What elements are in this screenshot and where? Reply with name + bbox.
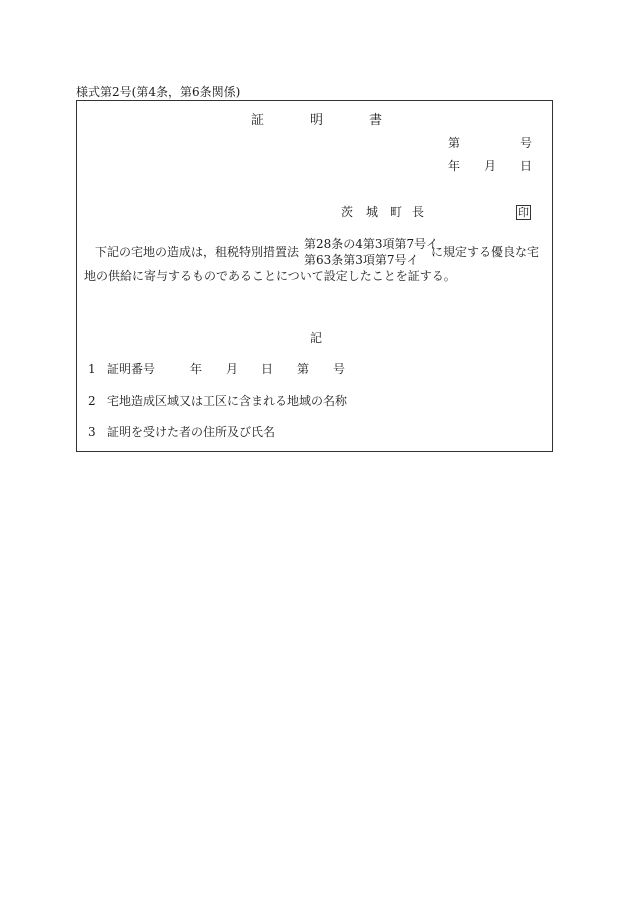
title-char-2: 明 bbox=[310, 113, 324, 128]
body-suffix: に規定する優良な宅 bbox=[431, 245, 540, 259]
issuer-char-4: 長 bbox=[412, 205, 425, 219]
form-number-label: 様式第2号(第4条，第6条関係) bbox=[76, 85, 241, 99]
body-ref-lower: 第63条第3項第7号イ bbox=[304, 253, 419, 267]
item-2-number: 2 bbox=[88, 394, 96, 408]
item-1-month: 月 bbox=[226, 362, 239, 376]
date-year: 年 bbox=[448, 159, 461, 173]
title-char-3: 書 bbox=[369, 113, 383, 128]
seal-mark: 印 bbox=[518, 206, 529, 219]
number-prefix: 第 bbox=[448, 136, 461, 150]
body-line-2: 地の供給に寄与するものであることについて設定したことを証する。 bbox=[84, 269, 456, 283]
item-1-day: 日 bbox=[261, 362, 274, 376]
body-ref-upper: 第28条の4第3項第7号イ bbox=[304, 237, 439, 251]
ki-heading: 記 bbox=[310, 331, 323, 345]
item-1-no-suffix: 号 bbox=[333, 362, 346, 376]
number-suffix: 号 bbox=[520, 136, 533, 150]
item-3-label: 証明を受けた者の住所及び氏名 bbox=[107, 425, 276, 439]
issuer-char-3: 町 bbox=[390, 205, 403, 219]
body-prefix: 下記の宅地の造成は，租税特別措置法 bbox=[95, 245, 300, 259]
date-day: 日 bbox=[520, 159, 533, 173]
item-1-number: 1 bbox=[88, 362, 96, 376]
issuer-char-1: 茨 bbox=[341, 205, 354, 219]
item-3-number: 3 bbox=[88, 425, 96, 439]
item-2-label: 宅地造成区域又は工区に含まれる地域の名称 bbox=[107, 394, 348, 408]
item-1-year: 年 bbox=[190, 362, 203, 376]
title-char-1: 証 bbox=[251, 113, 265, 128]
item-1-no-prefix: 第 bbox=[297, 362, 310, 376]
issuer-char-2: 城 bbox=[366, 205, 379, 219]
date-month: 月 bbox=[484, 159, 497, 173]
item-1-label: 証明番号 bbox=[107, 362, 156, 376]
